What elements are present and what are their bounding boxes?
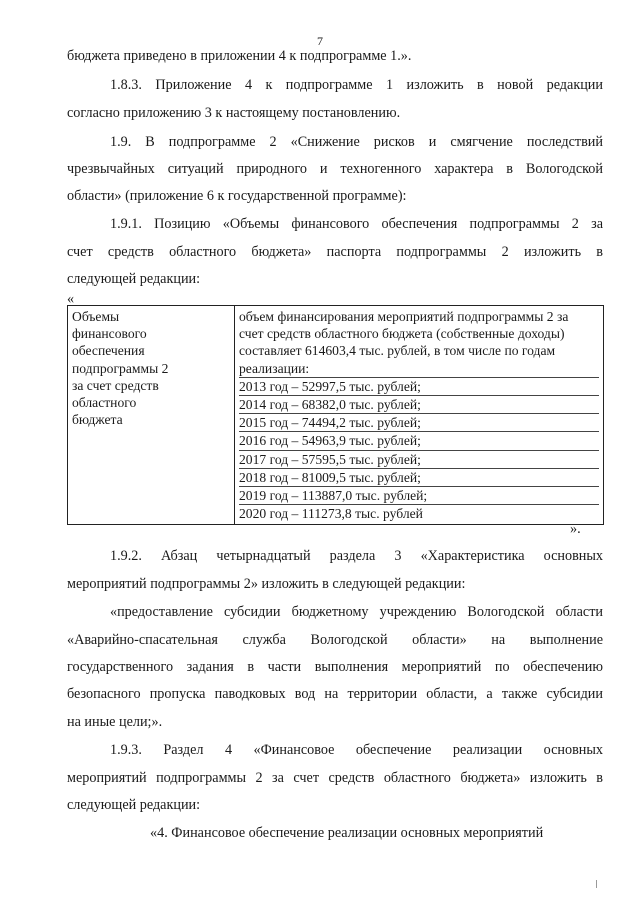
table-value-cell — [235, 306, 604, 525]
value-line: объем финансирования мероприятий подпрограммы 2 за — [239, 309, 569, 324]
year-line: 2019 год – 113887,0 тыс. рублей; — [239, 487, 599, 505]
text-line: мероприятий подпрограммы 2» изложить в следующей редакции: — [67, 576, 466, 592]
value-line: счет средств областного бюджета (собственные доходы) — [239, 326, 565, 342]
text-line: 1.8.3. Приложение 4 к подпрограмме 1 изложить в новой редакции — [110, 77, 603, 93]
text-line: следующей редакции: — [67, 797, 201, 813]
label-line: обеспечения — [72, 343, 145, 359]
label-line: за счет средств — [72, 377, 159, 393]
close-quote: ». — [570, 521, 581, 537]
text-line: 1.9.1. Позицию «Объемы финансового обеспечения подпрограммы 2 за — [110, 216, 603, 232]
value-line: реализации: — [239, 360, 599, 378]
text-line: счет средств областного бюджета» паспорта подпрограммы 2 изложить в — [67, 244, 603, 260]
text-line: 1.9. В подпрограмме 2 «Снижение рисков и смягчение последствий — [110, 134, 603, 150]
text-line: согласно приложению 3 к настоящему постановлению. — [67, 105, 401, 121]
text-line: безопасного пропуска паводковых вод на территории области, а также субсидии — [67, 686, 603, 702]
label-line: областного — [72, 395, 137, 411]
financing-table — [67, 305, 604, 525]
table-row — [68, 306, 604, 525]
year-line: 2020 год – 111273,8 тыс. рублей — [239, 506, 423, 522]
text-line: на иные цели;». — [67, 714, 163, 730]
text-line: «4. Финансовое обеспечение реализации основных мероприятий — [150, 825, 544, 841]
scan-mark — [596, 880, 597, 888]
label-line: Объемы — [72, 309, 120, 324]
value-line: составляет 614603,4 тыс. рублей, в том числе по годам — [239, 343, 556, 359]
year-line: 2015 год – 74494,2 тыс. рублей; — [239, 414, 599, 432]
text-line: области» (приложение 6 к государственной программе): — [67, 188, 407, 204]
text-line: бюджета приведено в приложении 4 к подпрограмме 1.». — [67, 48, 412, 64]
text-line: 1.9.2. Абзац четырнадцатый раздела 3 «Характеристика основных — [110, 548, 603, 564]
year-line: 2016 год – 54963,9 тыс. рублей; — [239, 432, 599, 450]
year-line: 2013 год – 52997,5 тыс. рублей; — [239, 378, 599, 396]
open-quote: « — [67, 291, 75, 307]
text-line: чрезвычайных ситуаций природного и техногенного характера в Вологодской — [67, 161, 603, 177]
label-line: подпрограммы 2 — [72, 360, 169, 376]
text-line: «предоставление субсидии бюджетному учреждению Вологодской области — [110, 604, 603, 620]
year-line: 2014 год – 68382,0 тыс. рублей; — [239, 396, 599, 414]
label-line: финансового — [72, 326, 147, 342]
page-number: 7 — [317, 34, 323, 48]
year-line: 2018 год – 81009,5 тыс. рублей; — [239, 469, 599, 487]
label-line: бюджета — [72, 412, 123, 428]
text-line: «Аварийно-спасательная служба Вологодской области» на выполнение — [67, 632, 603, 648]
text-line: 1.9.3. Раздел 4 «Финансовое обеспечение реализации основных — [110, 742, 603, 758]
text-line: мероприятий подпрограммы 2 за счет средств областного бюджета» изложить в — [67, 770, 603, 786]
year-line: 2017 год – 57595,5 тыс. рублей; — [239, 451, 599, 469]
text-line: государственного задания в части выполнения мероприятий по обеспечению — [67, 659, 603, 675]
table-label-cell — [68, 306, 235, 525]
text-line: следующей редакции: — [67, 271, 201, 287]
